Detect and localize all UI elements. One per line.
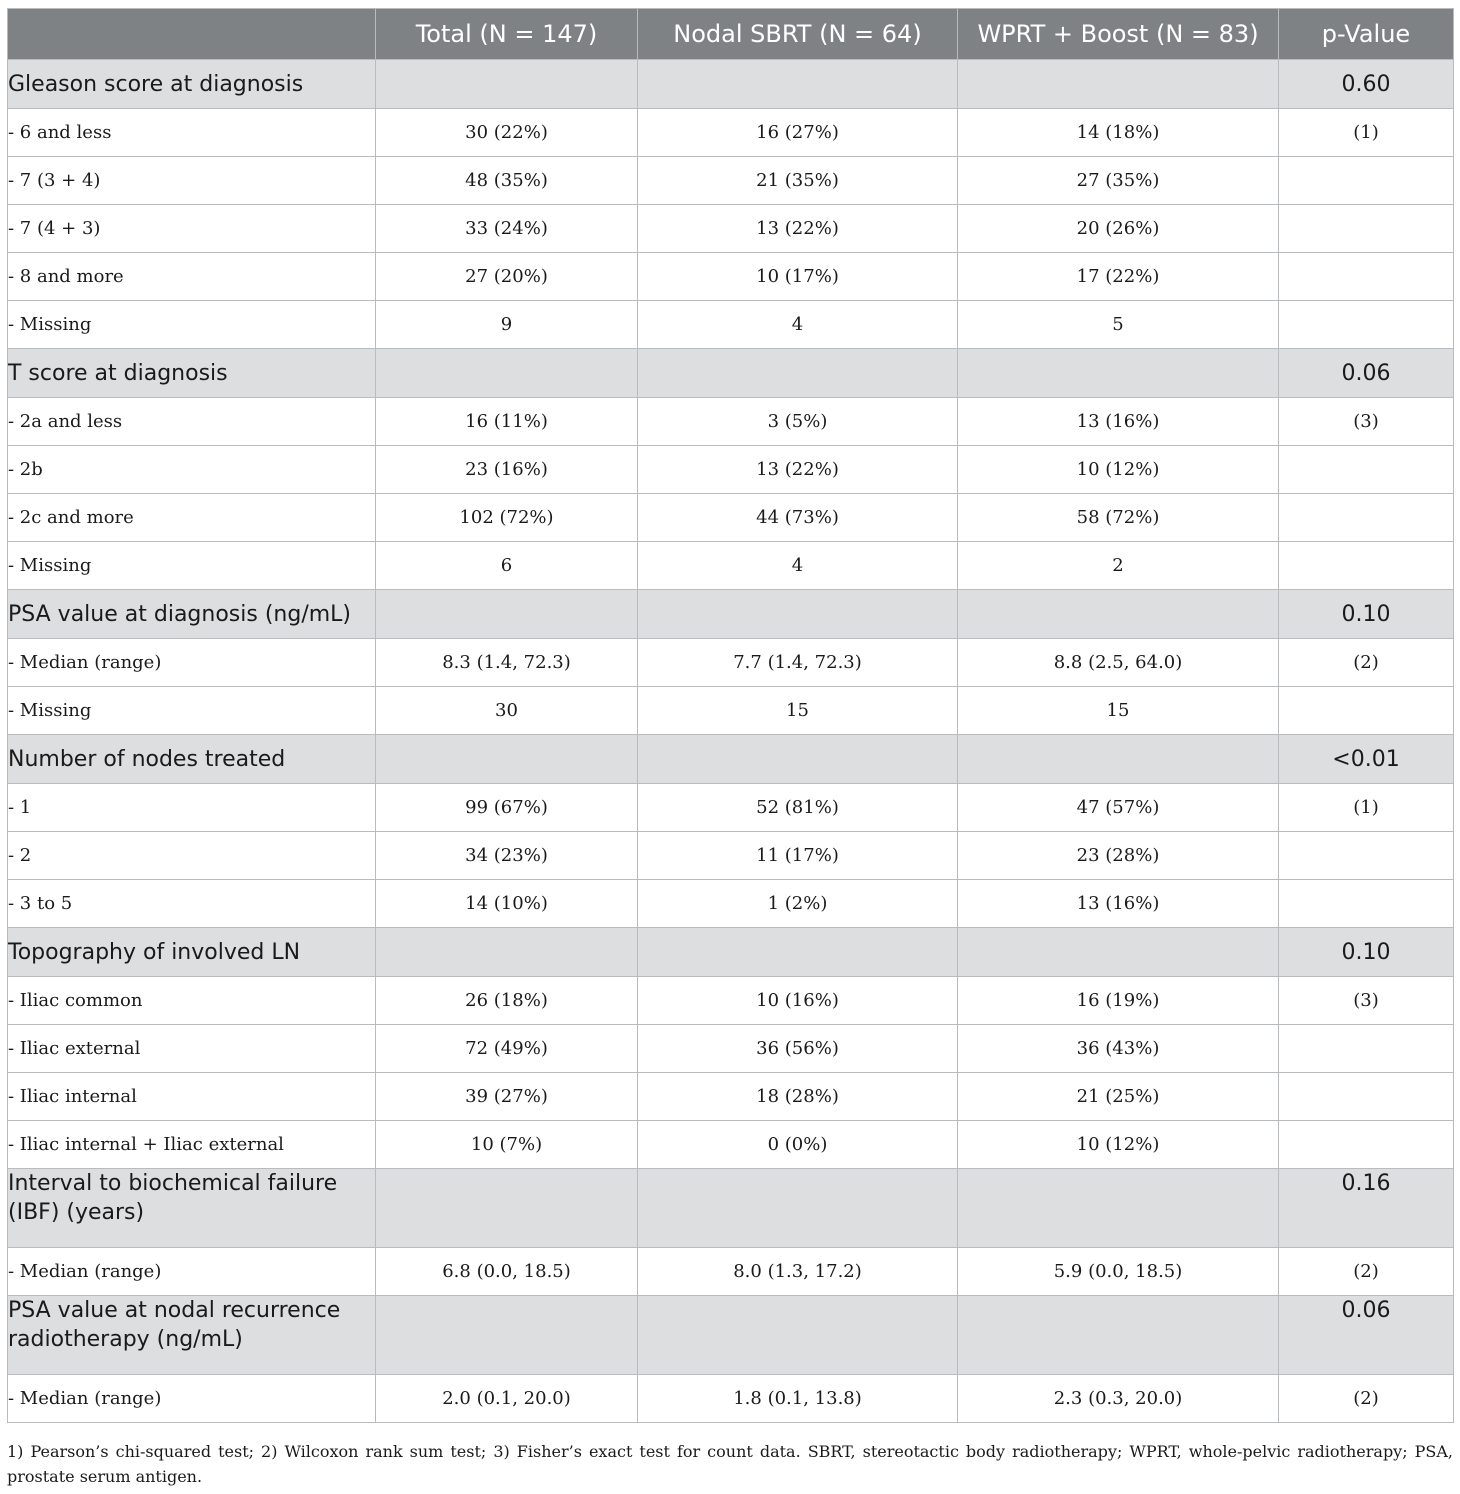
section-label: PSA value at nodal recurrence radiotherapy (ng/mL) — [8, 1296, 376, 1375]
section-p-value: <0.01 — [1279, 735, 1454, 784]
cell-test-ref — [1279, 301, 1454, 349]
table-body — [8, 60, 1454, 1423]
cell-wprt-boost: 2.3 (0.3, 20.0) — [958, 1375, 1279, 1423]
section-total-cell — [376, 1169, 638, 1248]
section-total-cell — [376, 735, 638, 784]
cell-nodal-sbrt: 4 — [638, 542, 958, 590]
row-label: - Missing — [8, 687, 376, 735]
cell-test-ref — [1279, 542, 1454, 590]
section-header-row — [8, 1296, 1454, 1375]
cell-wprt-boost: 14 (18%) — [958, 109, 1279, 157]
table-row — [8, 1073, 1454, 1121]
cell-nodal-sbrt: 16 (27%) — [638, 109, 958, 157]
section-nodal-sbrt-cell — [638, 735, 958, 784]
cell-total: 16 (11%) — [376, 398, 638, 446]
cell-test-ref: (3) — [1279, 977, 1454, 1025]
cell-wprt-boost: 17 (22%) — [958, 253, 1279, 301]
section-wprt-boost-cell — [958, 1169, 1279, 1248]
header-cell-total: Total (N = 147) — [376, 9, 638, 60]
table-footnote: 1) Pearson’s chi-squared test; 2) Wilcoxon rank sum test; 3) Fisher’s exact test for count data. SBRT, stereotactic body radiotherapy; WPRT, whole-pelvic radiotherapy; PSA, prostate serum antigen. — [7, 1442, 1453, 1486]
table-row — [8, 494, 1454, 542]
cell-total: 30 (22%) — [376, 109, 638, 157]
row-label: - 2c and more — [8, 494, 376, 542]
cell-nodal-sbrt: 1.8 (0.1, 13.8) — [638, 1375, 958, 1423]
section-total-cell — [376, 1296, 638, 1375]
cell-nodal-sbrt: 13 (22%) — [638, 205, 958, 253]
table-row — [8, 157, 1454, 205]
cell-test-ref: (3) — [1279, 398, 1454, 446]
cell-test-ref — [1279, 253, 1454, 301]
section-header-row — [8, 590, 1454, 639]
cell-total: 26 (18%) — [376, 977, 638, 1025]
table-row — [8, 253, 1454, 301]
section-total-cell — [376, 349, 638, 398]
table-row — [8, 687, 1454, 735]
table-row — [8, 880, 1454, 928]
cell-nodal-sbrt: 52 (81%) — [638, 784, 958, 832]
cell-nodal-sbrt: 7.7 (1.4, 72.3) — [638, 639, 958, 687]
cell-nodal-sbrt: 3 (5%) — [638, 398, 958, 446]
section-total-cell — [376, 60, 638, 109]
cell-test-ref — [1279, 1025, 1454, 1073]
cell-wprt-boost: 58 (72%) — [958, 494, 1279, 542]
section-nodal-sbrt-cell — [638, 60, 958, 109]
cell-test-ref — [1279, 1121, 1454, 1169]
cell-nodal-sbrt: 10 (17%) — [638, 253, 958, 301]
table-row — [8, 542, 1454, 590]
cell-total: 39 (27%) — [376, 1073, 638, 1121]
cell-nodal-sbrt: 21 (35%) — [638, 157, 958, 205]
table-row — [8, 832, 1454, 880]
cell-total: 30 — [376, 687, 638, 735]
cell-wprt-boost: 10 (12%) — [958, 446, 1279, 494]
section-label: T score at diagnosis — [8, 349, 376, 398]
cell-total: 34 (23%) — [376, 832, 638, 880]
cell-wprt-boost: 5 — [958, 301, 1279, 349]
table-row — [8, 301, 1454, 349]
cell-total: 9 — [376, 301, 638, 349]
cell-wprt-boost: 16 (19%) — [958, 977, 1279, 1025]
section-label: PSA value at diagnosis (ng/mL) — [8, 590, 376, 639]
cell-total: 48 (35%) — [376, 157, 638, 205]
row-label: - 2a and less — [8, 398, 376, 446]
row-label: - 1 — [8, 784, 376, 832]
cell-nodal-sbrt: 18 (28%) — [638, 1073, 958, 1121]
row-label: - Missing — [8, 542, 376, 590]
row-label: - 6 and less — [8, 109, 376, 157]
header-cell-nodal-sbrt: Nodal SBRT (N = 64) — [638, 9, 958, 60]
section-header-row — [8, 735, 1454, 784]
cell-test-ref — [1279, 157, 1454, 205]
cell-wprt-boost: 27 (35%) — [958, 157, 1279, 205]
cell-total: 6 — [376, 542, 638, 590]
data-table — [7, 8, 1454, 1423]
cell-test-ref — [1279, 880, 1454, 928]
section-p-value: 0.10 — [1279, 928, 1454, 977]
row-label: - Iliac internal — [8, 1073, 376, 1121]
cell-test-ref — [1279, 687, 1454, 735]
table-row — [8, 1375, 1454, 1423]
section-total-cell — [376, 590, 638, 639]
row-label: - 3 to 5 — [8, 880, 376, 928]
cell-nodal-sbrt: 1 (2%) — [638, 880, 958, 928]
cell-wprt-boost: 10 (12%) — [958, 1121, 1279, 1169]
header-cell-p-value: p-Value — [1279, 9, 1454, 60]
cell-nodal-sbrt: 13 (22%) — [638, 446, 958, 494]
cell-total: 10 (7%) — [376, 1121, 638, 1169]
section-wprt-boost-cell — [958, 928, 1279, 977]
section-wprt-boost-cell — [958, 60, 1279, 109]
cell-nodal-sbrt: 15 — [638, 687, 958, 735]
row-label: - 7 (3 + 4) — [8, 157, 376, 205]
cell-total: 2.0 (0.1, 20.0) — [376, 1375, 638, 1423]
cell-wprt-boost: 21 (25%) — [958, 1073, 1279, 1121]
cell-wprt-boost: 47 (57%) — [958, 784, 1279, 832]
cell-test-ref — [1279, 446, 1454, 494]
table-row — [8, 1248, 1454, 1296]
table-row — [8, 639, 1454, 687]
cell-wprt-boost: 13 (16%) — [958, 398, 1279, 446]
section-wprt-boost-cell — [958, 1296, 1279, 1375]
row-label: - Median (range) — [8, 1248, 376, 1296]
cell-nodal-sbrt: 0 (0%) — [638, 1121, 958, 1169]
table-row — [8, 1121, 1454, 1169]
cell-test-ref — [1279, 494, 1454, 542]
section-nodal-sbrt-cell — [638, 590, 958, 639]
row-label: - 8 and more — [8, 253, 376, 301]
cell-test-ref: (2) — [1279, 1375, 1454, 1423]
section-p-value: 0.06 — [1279, 1296, 1454, 1375]
section-nodal-sbrt-cell — [638, 1169, 958, 1248]
cell-wprt-boost: 36 (43%) — [958, 1025, 1279, 1073]
table-row — [8, 205, 1454, 253]
section-label: Topography of involved LN — [8, 928, 376, 977]
section-nodal-sbrt-cell — [638, 349, 958, 398]
section-p-value: 0.06 — [1279, 349, 1454, 398]
cell-test-ref: (2) — [1279, 1248, 1454, 1296]
section-header-row — [8, 928, 1454, 977]
section-wprt-boost-cell — [958, 735, 1279, 784]
table-row — [8, 1025, 1454, 1073]
cell-total: 23 (16%) — [376, 446, 638, 494]
cell-wprt-boost: 20 (26%) — [958, 205, 1279, 253]
cell-total: 72 (49%) — [376, 1025, 638, 1073]
section-header-row — [8, 349, 1454, 398]
cell-test-ref — [1279, 205, 1454, 253]
cell-wprt-boost: 13 (16%) — [958, 880, 1279, 928]
cell-nodal-sbrt: 44 (73%) — [638, 494, 958, 542]
section-p-value: 0.16 — [1279, 1169, 1454, 1248]
cell-test-ref — [1279, 832, 1454, 880]
section-wprt-boost-cell — [958, 590, 1279, 639]
section-nodal-sbrt-cell — [638, 928, 958, 977]
cell-nodal-sbrt: 4 — [638, 301, 958, 349]
row-label: - Iliac internal + Iliac external — [8, 1121, 376, 1169]
section-header-row — [8, 1169, 1454, 1248]
cell-wprt-boost: 5.9 (0.0, 18.5) — [958, 1248, 1279, 1296]
cell-nodal-sbrt: 10 (16%) — [638, 977, 958, 1025]
cell-total: 99 (67%) — [376, 784, 638, 832]
row-label: - Missing — [8, 301, 376, 349]
table-row — [8, 977, 1454, 1025]
section-nodal-sbrt-cell — [638, 1296, 958, 1375]
section-total-cell — [376, 928, 638, 977]
cell-total: 6.8 (0.0, 18.5) — [376, 1248, 638, 1296]
header-cell-label — [8, 9, 376, 60]
cell-test-ref — [1279, 1073, 1454, 1121]
cell-test-ref: (1) — [1279, 784, 1454, 832]
header-cell-wprt-boost: WPRT + Boost (N = 83) — [958, 9, 1279, 60]
table-row — [8, 784, 1454, 832]
cell-total: 27 (20%) — [376, 253, 638, 301]
cell-wprt-boost: 23 (28%) — [958, 832, 1279, 880]
cell-total: 33 (24%) — [376, 205, 638, 253]
row-label: - Median (range) — [8, 639, 376, 687]
row-label: - 7 (4 + 3) — [8, 205, 376, 253]
cell-nodal-sbrt: 36 (56%) — [638, 1025, 958, 1073]
row-label: - Iliac common — [8, 977, 376, 1025]
section-header-row — [8, 60, 1454, 109]
cell-test-ref: (2) — [1279, 639, 1454, 687]
table-row — [8, 398, 1454, 446]
cell-total: 14 (10%) — [376, 880, 638, 928]
row-label: - Median (range) — [8, 1375, 376, 1423]
cell-wprt-boost: 2 — [958, 542, 1279, 590]
cell-nodal-sbrt: 8.0 (1.3, 17.2) — [638, 1248, 958, 1296]
section-label: Number of nodes treated — [8, 735, 376, 784]
cell-nodal-sbrt: 11 (17%) — [638, 832, 958, 880]
table-row — [8, 109, 1454, 157]
cell-wprt-boost: 8.8 (2.5, 64.0) — [958, 639, 1279, 687]
section-p-value: 0.10 — [1279, 590, 1454, 639]
row-label: - 2b — [8, 446, 376, 494]
row-label: - Iliac external — [8, 1025, 376, 1073]
section-label: Gleason score at diagnosis — [8, 60, 376, 109]
row-label: - 2 — [8, 832, 376, 880]
section-p-value: 0.60 — [1279, 60, 1454, 109]
section-label: Interval to biochemical failure (IBF) (years) — [8, 1169, 376, 1248]
section-wprt-boost-cell — [958, 349, 1279, 398]
table-row — [8, 446, 1454, 494]
cell-test-ref: (1) — [1279, 109, 1454, 157]
header-row — [8, 9, 1454, 60]
cell-wprt-boost: 15 — [958, 687, 1279, 735]
cell-total: 8.3 (1.4, 72.3) — [376, 639, 638, 687]
cell-total: 102 (72%) — [376, 494, 638, 542]
